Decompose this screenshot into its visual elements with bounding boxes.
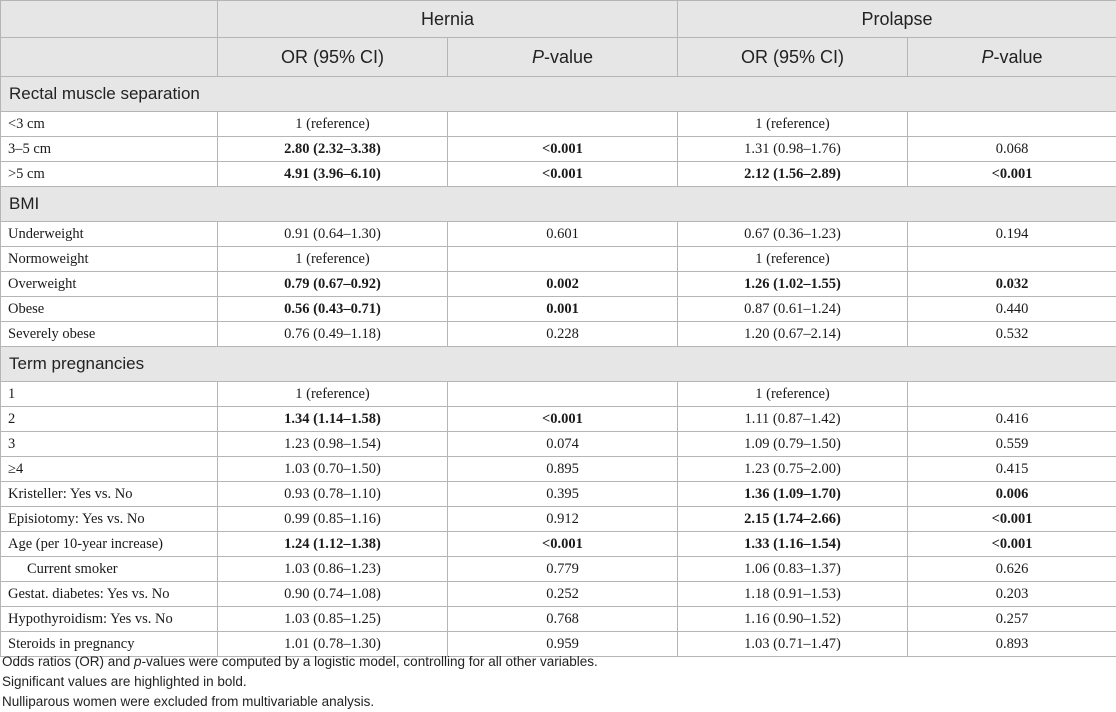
hernia-p-cell: 0.252 — [448, 582, 678, 607]
prolapse-p-cell: 0.626 — [908, 557, 1116, 582]
section-header-row — [1, 187, 1116, 222]
prolapse-p-cell: 0.532 — [908, 322, 1116, 347]
prolapse-or-cell: 0.67 (0.36–1.23) — [678, 222, 908, 247]
prolapse-or-cell: 1.20 (0.67–2.14) — [678, 322, 908, 347]
section-title: Rectal muscle separation — [1, 77, 1116, 112]
prolapse-p-cell: 0.559 — [908, 432, 1116, 457]
row-label: Episiotomy: Yes vs. No — [1, 507, 218, 532]
row-label: 3–5 cm — [1, 137, 218, 162]
hernia-p-cell: 0.002 — [448, 272, 678, 297]
hernia-p-cell: 0.959 — [448, 632, 678, 657]
footnote-text: Significant values are highlighted in bold. — [2, 674, 247, 689]
prolapse-or-cell: 1.11 (0.87–1.42) — [678, 407, 908, 432]
table-row — [1, 582, 1116, 607]
table-row — [1, 272, 1116, 297]
corner-cell — [1, 1, 218, 38]
hernia-or-cell: 1.03 (0.85–1.25) — [218, 607, 448, 632]
row-label: Age (per 10-year increase) — [1, 532, 218, 557]
prolapse-p-cell: 0.203 — [908, 582, 1116, 607]
prolapse-or-header: OR (95% CI) — [678, 38, 908, 77]
prolapse-header: Prolapse — [678, 1, 1116, 38]
prolapse-or-cell: 0.87 (0.61–1.24) — [678, 297, 908, 322]
group-header-row — [1, 1, 1116, 38]
hernia-p-cell: <0.001 — [448, 407, 678, 432]
hernia-p-cell: 0.395 — [448, 482, 678, 507]
hernia-p-cell: <0.001 — [448, 137, 678, 162]
table-row — [1, 137, 1116, 162]
row-label: Obese — [1, 297, 218, 322]
table-row — [1, 112, 1116, 137]
footnote-text: p — [134, 654, 142, 669]
table-row — [1, 407, 1116, 432]
prolapse-p-cell: <0.001 — [908, 532, 1116, 557]
footnote-text: Odds ratios (OR) and — [2, 654, 135, 669]
prolapse-p-cell — [908, 247, 1116, 272]
prolapse-p-header — [908, 38, 1116, 77]
table-row — [1, 607, 1116, 632]
p-suffix: -value — [993, 46, 1043, 67]
hernia-p-cell: 0.601 — [448, 222, 678, 247]
row-label: <3 cm — [1, 112, 218, 137]
prolapse-p-cell: 0.440 — [908, 297, 1116, 322]
hernia-or-cell: 1.24 (1.12–1.38) — [218, 532, 448, 557]
table-footnotes — [2, 652, 598, 712]
section-title: Term pregnancies — [1, 347, 1116, 382]
hernia-p-cell: 0.228 — [448, 322, 678, 347]
hernia-or-cell: 1 (reference) — [218, 247, 448, 272]
hernia-or-cell: 1.34 (1.14–1.58) — [218, 407, 448, 432]
row-label: Current smoker — [1, 557, 218, 582]
hernia-or-cell: 0.91 (0.64–1.30) — [218, 222, 448, 247]
prolapse-p-cell: 0.006 — [908, 482, 1116, 507]
table-row — [1, 247, 1116, 272]
hernia-or-cell: 0.76 (0.49–1.18) — [218, 322, 448, 347]
table-row — [1, 482, 1116, 507]
prolapse-or-cell: 1 (reference) — [678, 247, 908, 272]
prolapse-or-cell: 1.06 (0.83–1.37) — [678, 557, 908, 582]
prolapse-or-cell: 1.36 (1.09–1.70) — [678, 482, 908, 507]
prolapse-p-cell: 0.194 — [908, 222, 1116, 247]
hernia-or-cell: 1.01 (0.78–1.30) — [218, 632, 448, 657]
hernia-p-cell: 0.912 — [448, 507, 678, 532]
footnote-line — [2, 652, 598, 672]
prolapse-p-cell: 0.416 — [908, 407, 1116, 432]
prolapse-p-cell — [908, 382, 1116, 407]
prolapse-or-cell: 1.16 (0.90–1.52) — [678, 607, 908, 632]
prolapse-or-cell: 1.33 (1.16–1.54) — [678, 532, 908, 557]
row-label: Normoweight — [1, 247, 218, 272]
prolapse-or-cell: 1.31 (0.98–1.76) — [678, 137, 908, 162]
hernia-or-cell: 0.90 (0.74–1.08) — [218, 582, 448, 607]
table-row — [1, 557, 1116, 582]
p-italic: P — [981, 46, 994, 67]
column-header-row — [1, 38, 1116, 77]
table-row — [1, 457, 1116, 482]
row-label: Hypothyroidism: Yes vs. No — [1, 607, 218, 632]
prolapse-or-cell: 1.18 (0.91–1.53) — [678, 582, 908, 607]
prolapse-or-cell: 1 (reference) — [678, 112, 908, 137]
hernia-or-cell: 1 (reference) — [218, 112, 448, 137]
row-label: 1 — [1, 382, 218, 407]
row-label: Overweight — [1, 272, 218, 297]
p-suffix: -value — [543, 46, 594, 67]
hernia-p-cell: 0.074 — [448, 432, 678, 457]
hernia-p-cell: 0.001 — [448, 297, 678, 322]
hernia-p-cell: 0.768 — [448, 607, 678, 632]
hernia-or-cell: 1.23 (0.98–1.54) — [218, 432, 448, 457]
prolapse-or-cell: 2.12 (1.56–2.89) — [678, 162, 908, 187]
row-label: Gestat. diabetes: Yes vs. No — [1, 582, 218, 607]
table-body — [1, 77, 1116, 657]
row-label: Kristeller: Yes vs. No — [1, 482, 218, 507]
footnote-line — [2, 692, 598, 712]
hernia-p-cell: 0.895 — [448, 457, 678, 482]
hernia-or-cell: 1 (reference) — [218, 382, 448, 407]
section-title: BMI — [1, 187, 1116, 222]
prolapse-or-cell: 2.15 (1.74–2.66) — [678, 507, 908, 532]
footnote-text: Nulliparous women were excluded from multivariable analysis. — [2, 694, 375, 709]
hernia-header: Hernia — [218, 1, 678, 38]
prolapse-p-cell: <0.001 — [908, 507, 1116, 532]
hernia-p-cell: 0.779 — [448, 557, 678, 582]
footnote-line — [2, 672, 598, 692]
hernia-p-header — [448, 38, 678, 77]
table-row — [1, 162, 1116, 187]
hernia-p-cell: <0.001 — [448, 532, 678, 557]
table-row — [1, 297, 1116, 322]
p-italic: P — [531, 46, 544, 67]
table-row — [1, 507, 1116, 532]
hernia-p-cell: <0.001 — [448, 162, 678, 187]
hernia-p-cell — [448, 112, 678, 137]
prolapse-p-cell: 0.032 — [908, 272, 1116, 297]
section-header-row — [1, 77, 1116, 112]
hernia-or-header: OR (95% CI) — [218, 38, 448, 77]
hernia-or-cell: 2.80 (2.32–3.38) — [218, 137, 448, 162]
prolapse-or-cell: 1 (reference) — [678, 382, 908, 407]
hernia-or-cell: 0.99 (0.85–1.16) — [218, 507, 448, 532]
hernia-or-cell: 4.91 (3.96–6.10) — [218, 162, 448, 187]
section-header-row — [1, 347, 1116, 382]
table-row — [1, 532, 1116, 557]
prolapse-p-cell: <0.001 — [908, 162, 1116, 187]
footnote-text: -values were computed by a logistic model, controlling for all other variables. — [141, 654, 598, 669]
prolapse-or-cell: 1.09 (0.79–1.50) — [678, 432, 908, 457]
hernia-or-cell: 0.79 (0.67–0.92) — [218, 272, 448, 297]
prolapse-p-cell: 0.415 — [908, 457, 1116, 482]
hernia-or-cell: 0.93 (0.78–1.10) — [218, 482, 448, 507]
hernia-or-cell: 1.03 (0.70–1.50) — [218, 457, 448, 482]
table-row — [1, 222, 1116, 247]
prolapse-p-cell: 0.068 — [908, 137, 1116, 162]
table-row — [1, 432, 1116, 457]
hernia-or-cell: 1.03 (0.86–1.23) — [218, 557, 448, 582]
row-label: 3 — [1, 432, 218, 457]
prolapse-or-cell: 1.23 (0.75–2.00) — [678, 457, 908, 482]
table-row — [1, 382, 1116, 407]
hernia-p-cell — [448, 247, 678, 272]
hernia-or-cell: 0.56 (0.43–0.71) — [218, 297, 448, 322]
row-label: Severely obese — [1, 322, 218, 347]
row-label: >5 cm — [1, 162, 218, 187]
prolapse-p-cell — [908, 112, 1116, 137]
prolapse-or-cell: 1.03 (0.71–1.47) — [678, 632, 908, 657]
prolapse-p-cell: 0.257 — [908, 607, 1116, 632]
prolapse-p-cell: 0.893 — [908, 632, 1116, 657]
hernia-p-cell — [448, 382, 678, 407]
row-label: 2 — [1, 407, 218, 432]
prolapse-or-cell: 1.26 (1.02–1.55) — [678, 272, 908, 297]
row-label: ≥4 — [1, 457, 218, 482]
table-row — [1, 322, 1116, 347]
corner-cell-2 — [1, 38, 218, 77]
row-label: Steroids in pregnancy — [1, 632, 218, 657]
row-label: Underweight — [1, 222, 218, 247]
